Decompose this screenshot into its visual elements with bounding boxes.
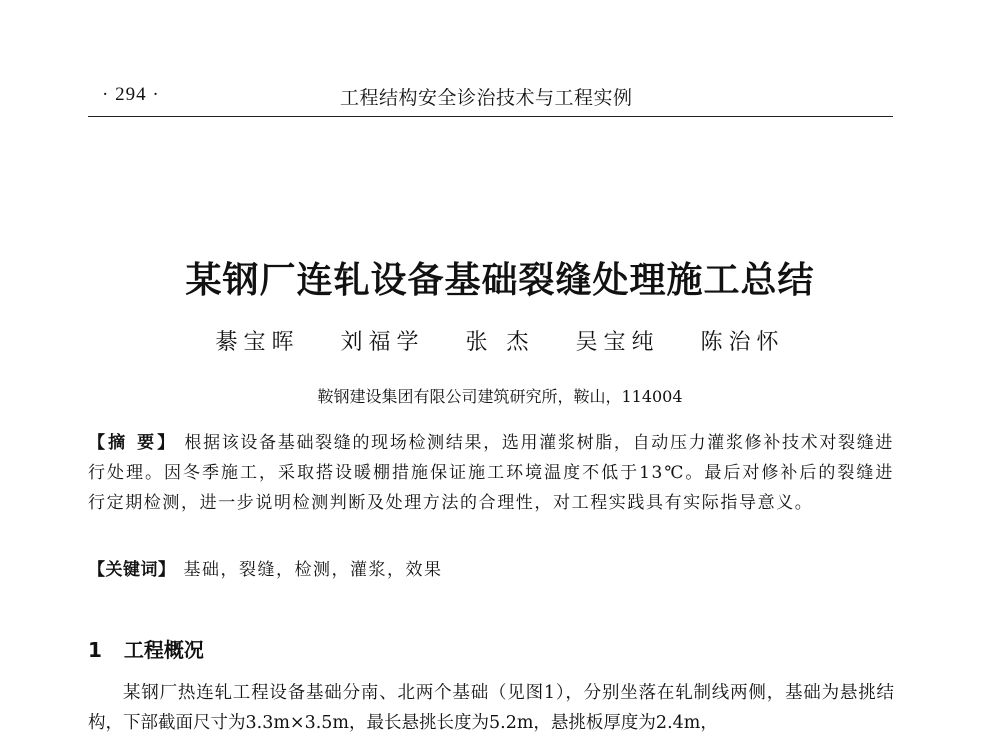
abstract-text: 根据该设备基础裂缝的现场检测结果，选用灌浆树脂，自动压力灌浆修补技术对裂缝进行处理。因冬季施工，采取搭设暖棚措施保证施工环境温度不低于13℃。最后对修补后的裂缝进行定期检测，进一步说明检测判断及处理方法的合理性，对工程实践具有实际指导意义。 [88,433,894,513]
page-number: · 294 · [102,84,160,105]
keywords-label: 【关键词】 [88,560,176,580]
keywords-text: 基础，裂缝，检测，灌浆，效果 [183,560,443,580]
author-name: 张 杰 [465,330,535,355]
section-paragraph: 某钢厂热连轧工程设备基础分南、北两个基础（见图1），分别坐落在轧制线两侧，基础为悬挑结构，下部截面尺寸为3.3m×3.5m，最长悬挑长度为5.2m，悬挑板厚度为2.4m， [88,683,894,733]
abstract-label: 【摘 要】 [88,433,178,453]
abstract [88,428,894,518]
section-title: 工程概况 [123,638,204,662]
running-header [88,78,893,117]
author-list [0,325,1000,356]
affiliation: 鞍钢建设集团有限公司建筑研究所，鞍山，114004 [317,387,683,406]
article-title: 某钢厂连轧设备基础裂缝处理施工总结 [185,259,815,301]
author-name: 刘福学 [340,330,425,355]
section-heading [88,634,204,663]
author-name: 綦宝晖 [215,330,300,355]
author-name: 吴宝纯 [575,330,660,355]
keywords [88,555,443,580]
section-number: 1 [88,638,102,662]
running-title: 工程结构安全诊治技术与工程实例 [340,87,633,109]
author-name: 陈治怀 [700,330,785,355]
